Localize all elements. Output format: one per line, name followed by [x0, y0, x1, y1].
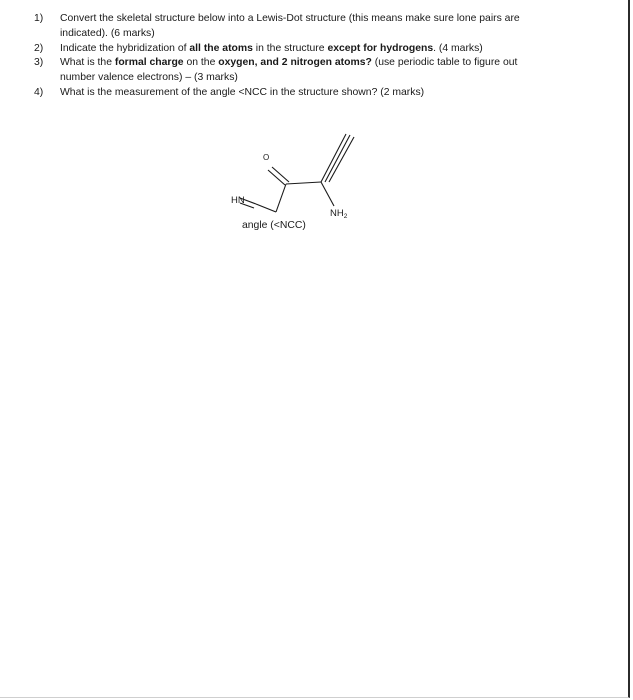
question-emphasis: all the atoms	[189, 42, 253, 54]
question-text-part: What is the	[60, 57, 115, 69]
imine-nitrogen-label: HN	[231, 195, 245, 206]
question-number: 1)	[34, 13, 44, 24]
question-text-part: Convert the skeletal structure below into a Lewis-Dot structure (this means make sure lone pairs are indicated). (6 marks)	[60, 13, 520, 39]
question-text	[60, 13, 520, 39]
question-number: 3)	[34, 57, 44, 69]
alkyne-bond-2	[325, 135, 350, 182]
question-text-part: . (4 marks)	[433, 42, 483, 54]
question-text-part: What is the measurement of the angle <NCC in the structure shown? (2 marks)	[60, 86, 425, 98]
bond-c-calpha	[286, 182, 321, 184]
question-emphasis: oxygen, and 2 nitrogen atoms?	[218, 57, 372, 69]
question-1	[34, 12, 554, 42]
carbonyl-bond-1	[268, 170, 285, 185]
oxygen-label: O	[263, 153, 270, 162]
bond-c-ch2	[276, 184, 286, 212]
question-text	[60, 57, 517, 83]
carbonyl-bond-2	[272, 167, 289, 182]
bond-ch2-cimine	[256, 204, 276, 212]
question-emphasis: except for hydrogens	[327, 42, 434, 54]
question-3	[34, 56, 554, 86]
question-4	[34, 86, 554, 101]
question-text-part: (use periodic table to figure out number valence electrons) – (3 marks)	[60, 57, 518, 84]
amine-nitrogen-label: $NH_2$	[330, 208, 348, 220]
question-number: 4)	[34, 86, 44, 98]
question-text	[60, 87, 424, 98]
question-list	[34, 12, 554, 101]
angle-caption: angle (<NCC)	[242, 220, 306, 231]
question-number: 2)	[34, 42, 44, 54]
question-2	[34, 42, 554, 57]
question-text-part: Indicate the hybridization of	[60, 42, 190, 54]
question-text	[60, 43, 483, 54]
question-emphasis: formal charge	[114, 57, 184, 69]
bond-calpha-n	[321, 182, 334, 206]
question-text-part: in the structure	[252, 42, 328, 54]
question-text-part: on the	[183, 57, 219, 69]
